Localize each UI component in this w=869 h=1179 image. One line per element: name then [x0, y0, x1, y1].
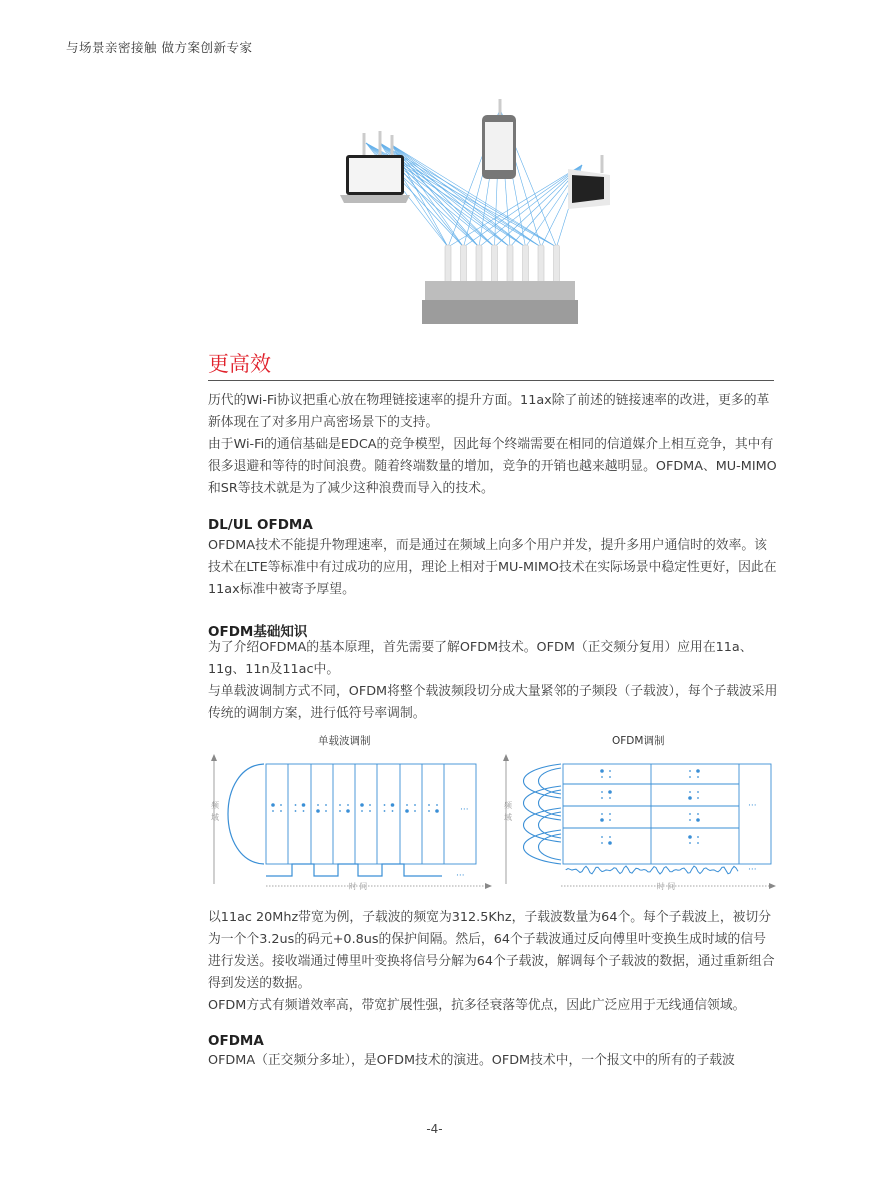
- ofdm-wave-ellipsis: ···: [748, 865, 757, 875]
- ofdm-diagram: [503, 754, 776, 891]
- ofdm-example-paragraph-2: OFDM方式有频谱效率高，带宽扩展性强，抗多径衰落等优点，因此广泛应用于无线通信领域。: [208, 998, 746, 1013]
- dl-ul-ofdma-heading: DL/UL OFDMA: [208, 517, 313, 533]
- section-title: 更高效: [208, 350, 774, 381]
- intro-text: [208, 390, 778, 500]
- freq-axis-label-bottom: 域: [211, 813, 219, 822]
- ofdm-basics-paragraph-2: 与单载波调制方式不同，OFDM将整个载波频段切分成大量紧邻的子频段（子载波），每个子载波采用传统的调制方案，进行低符号率调制。: [208, 684, 778, 721]
- time-signal-ellipsis: ···: [456, 871, 465, 881]
- laptop-icon: [340, 131, 410, 203]
- modulation-diagram: [206, 752, 778, 892]
- ofdma-text: [208, 1050, 778, 1072]
- intro-paragraph-1: 历代的Wi-Fi协议把重心放在物理链接速率的提升方面。11ax除了前述的链接速率的改进，更多的革新体现在了对多用户高密场景下的支持。: [208, 393, 770, 430]
- freq-axis-label-top: 频: [211, 801, 219, 810]
- ofdm-basics-paragraph-1: 为了介绍OFDMA的基本原理，首先需要了解OFDM技术。OFDM（正交频分复用）应用在11a、11g、11n及11ac中。: [208, 640, 753, 677]
- page-number: -4-: [426, 1122, 443, 1136]
- single-carrier-ellipsis: ···: [460, 805, 469, 815]
- ofdm-ellipsis: ···: [748, 801, 757, 811]
- mu-mimo-illustration: [330, 95, 615, 325]
- ofdma-paragraph: OFDMA（正交频分多址），是OFDM技术的演进。OFDM技术中，一个报文中的所有的子载波: [208, 1053, 735, 1068]
- access-point-icon: [422, 245, 578, 324]
- ofdm-modulation-title: OFDM调制: [612, 735, 665, 747]
- ofdm-freq-axis-label-top: 频: [504, 801, 512, 810]
- dl-ul-ofdma-text: [208, 535, 778, 601]
- intro-paragraph-2: 由于Wi-Fi的通信基础是EDCA的竞争模型，因此每个终端需要在相同的信道媒介上相互竞争，其中有很多退避和等待的时间浪费。随着终端数量的增加，竞争的开销也越来越明显。OFDMA、MU-MIMO和SR等技术就是为了减少这种浪费而导入的技术。: [208, 437, 777, 496]
- ofdm-example-text: [208, 907, 778, 1017]
- dl-ul-paragraph: OFDMA技术不能提升物理速率，而是通过在频域上向多个用户并发，提升多用户通信时的效率。该技术在LTE等标准中有过成功的应用，理论上相对于MU-MIMO技术在实际场景中稳定性更好，因此在11ax标准中被寄予厚望。: [208, 538, 777, 597]
- ofdm-basics-text: [208, 637, 778, 725]
- smartphone-icon: [482, 99, 516, 179]
- single-carrier-diagram: [211, 754, 492, 891]
- ofdm-example-paragraph-1: 以11ac 20Mhz带宽为例，子载波的频宽为312.5Khz，子载波数量为64个。每个子载波上，被切分为一个个3.2us的码元+0.8us的保护间隔。然后，64个子载波通过反向傅里叶变换生成时域的信号进行发送。接收端通过傅里叶变换将信号分解为64个子载波，解调每个子载波的数据，通过重新组合得到发送的数据。: [208, 910, 775, 991]
- header-tagline: 与场景亲密接触 做方案创新专家: [66, 40, 253, 55]
- single-carrier-title: 单载波调制: [318, 735, 371, 747]
- time-axis-label-left: 时 间: [348, 882, 368, 891]
- tablet-icon: [568, 155, 610, 209]
- ofdma-heading: OFDMA: [208, 1033, 264, 1049]
- ofdm-basics-heading: OFDM基础知识: [208, 624, 308, 640]
- time-axis-label-right: 时 间: [656, 882, 676, 891]
- ofdm-freq-axis-label-bottom: 域: [504, 813, 512, 822]
